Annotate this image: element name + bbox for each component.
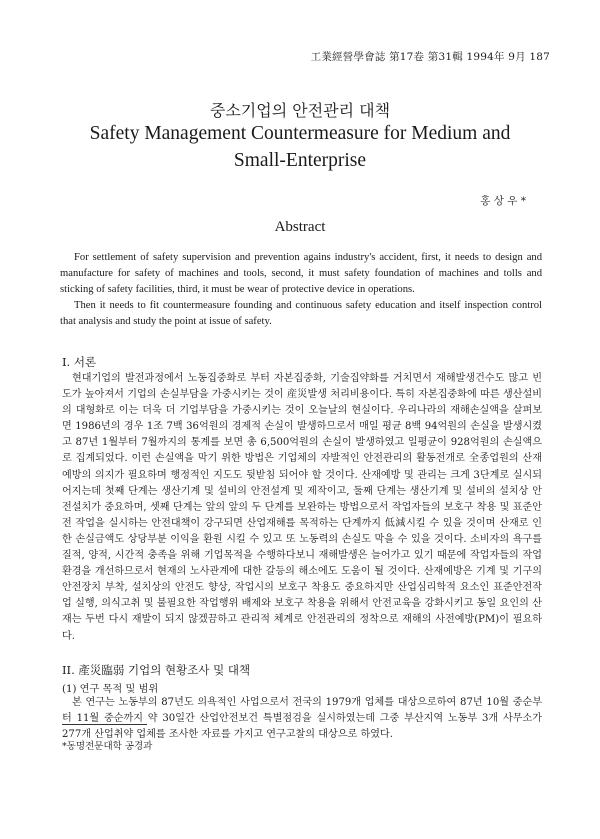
section1-paragraph: 현대기업의 발전과정에서 노동집중화로 부터 자본집중화, 기술집약화를 거치면서 재해발생건수도 많고 빈도가 높아져서 기업의 손실부담을 가중시키는 것이 産災발생 처리비용이다. 특히 자본집중화에 따른 생산설비의 대형화로 이는 더욱 더 기업부담을 가중시키는 것이 오늘날의 현실이다. 우리나라의 재해손실액을 살펴보면 1986년의 경우 1조 7백 36억원의 경제적 손실이 발생하므로서 매일 평균 8백 94억원의 손실을 발생시켰고 87년 1월부터 7월까지의 통계를 보면 총 6,500억원의 손실이 발생하였고 일평균이 928억원의 손실액으로 집계되었다. 이런 손실액을 막기 위한 방법은 기업체의 자발적인 안전관리의 활동전개로 全종업원의 산재예방의 의지가 필요하며 행정적인 지도도 뒷받침 되어야 할 것이다. 산재예방 및 관리는 크게 3단계로 실시되어지는데 첫째 단계는 생산기계 및 설비의 안전설계 및 제작이고, 둘째 단계는 생산기계 및 설비의 설치상 안전설치가 중요하며, 셋째 단계는 앞의 앞의 두 단계를 보완하는 방법으로서 작업자들의 보호구 착용 및 표준안전 작업을 실시하는 안전대책이 강구되면 산업재해를 목적하는 단계까지 低減시킬 수 있을 것이며 산재로 인한 손실금액도 상당부분 이익을 환원 시킬 수 있고 또 노동력의 손실도 막을 수 있을 것이다. 소비자의 욕구를 질적, 양적, 시간적 충족을 위해 기업목적을 수행하다보니 재해발생은 늘어가고 있기 때문에 작업자들의 작업환경을 개선하므로서 현재의 노사관계에 대한 갈등의 해소에도 도움이 될 것이다. 산재예방은 기계 및 기구의 안전장치 부착, 설치상의 안전도 향상, 작업시의 보호구 착용도 중요하지만 산업심리학적 요소인 표준안전작업 실행, 의식고취 및 불필요한 작업행위 배제와 보호구 착용을 위해서 안전교육을 강화시키고 동일 요인의 산재는 두번 다시 재발이 되지 않겠끔하고 관리적 체계로 안전관리의 정착으로 재해의 사전예방(PM)이 필요하다. (62, 373, 542, 642)
author: 홍 상 우 * (480, 195, 526, 207)
section2-subheading: (1) 연구 목적 및 범위 (62, 684, 159, 695)
section2-body (62, 695, 542, 743)
footnote: *동명전문대학 공경과 (62, 741, 153, 752)
section1-body (62, 371, 542, 645)
abstract-body (60, 250, 542, 330)
section2-heading: II. 產災臨弱 기업의 현황조사 및 대책 (62, 663, 251, 677)
english-title (40, 120, 560, 174)
abstract-paragraph: Then it needs to fit countermeasure founding and continuous safety education and itself inspection control that analysis and study the point at issue of safety. (60, 300, 542, 327)
korean-title: 중소기업의 안전관리 대책 (209, 101, 391, 120)
abstract-heading: Abstract (274, 219, 326, 235)
footnote-rule (62, 724, 147, 725)
english-title-line1: Safety Management Countermeasure for Medium and (89, 123, 511, 144)
journal-header: 工業經營學會誌 第17卷 第31輯 1994年 9月 187 (310, 51, 550, 63)
english-title-line2: Small-Enterprise (233, 150, 367, 171)
abstract-paragraph: For settlement of safety supervision and prevention agains industry's accident, first, it needs to design and manufacture for safety of machines and tools, second, it must safety foundation of machines and tolls and sticking of safety facilities, third, it must be wear of protective device in operations. (60, 252, 542, 295)
section2-paragraph: 본 연구는 노동부의 87년도 의욕적인 사업으로서 전국의 1979개 업체를 대상으로하여 87년 10월 중순부터 11월 중순까지 약 30일간 산업안전보건 특별점검을 실시하였는데 그중 부산지역 노동부 3개 사무소가 277개 산업취약 업체를 조사한 자료를 가지고 연구고찰의 대상으로 하였다. (62, 697, 542, 741)
section1-heading: I. 서론 (62, 355, 97, 369)
